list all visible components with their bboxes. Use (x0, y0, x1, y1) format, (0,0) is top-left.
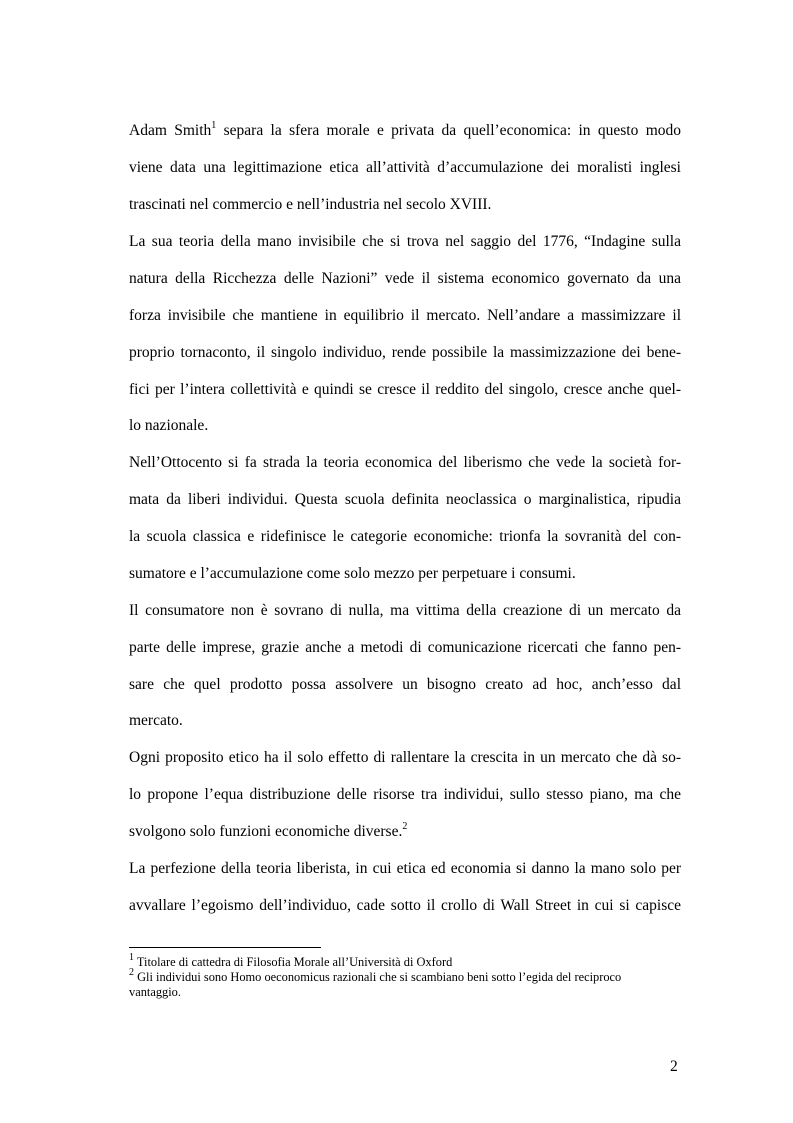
page-number: 2 (670, 1058, 678, 1075)
footnote-separator (129, 947, 321, 948)
footnote-continuation: vantaggio. (129, 985, 181, 999)
text-line: La perfezione della teoria liberista, in cui etica ed economia si danno la mano solo per (129, 860, 681, 877)
footnote: $^1$ Titolare di cattedra di Filosofia Morale all’Università di Oxford (129, 951, 453, 969)
text-line: viene data una legittimazione etica all’attività d’accumulazione dei moralisti inglesi (129, 159, 681, 176)
text-line: svolgono solo funzioni economiche diverse.$^2$ (129, 820, 408, 840)
text-line: parte delle imprese, grazie anche a metodi di comunicazione ricercati che fanno pen- (129, 639, 681, 656)
text-line: natura della Ricchezza delle Nazioni” vede il sistema economico governato da una (129, 270, 681, 287)
footnote: $^2$ Gli individui sono Homo oeconomicus razionali che si scambiano beni sotto l’egida del reciproco (129, 966, 622, 984)
footnote-ref: 2 (402, 820, 408, 832)
text-line: trascinati nel commercio e nell’industria nel secolo XVIII. (129, 196, 492, 213)
text-line: sare che quel prodotto possa assolvere un bisogno creato ad hoc, anch’esso dal (129, 676, 681, 693)
text-line: Adam Smith$^1$ separa la sfera morale e privata da quell’economica: in questo modo (129, 119, 682, 139)
text-line: fici per l’intera collettività e quindi se cresce il reddito del singolo, cresce anche quel- (129, 381, 681, 398)
text-line: La sua teoria della mano invisibile che si trova nel saggio del 1776, “Indagine sulla (129, 233, 681, 250)
text-line: avvallare l’egoismo dell’individuo, cade sotto il crollo di Wall Street in cui si capisce (129, 897, 681, 914)
text-line: mercato. (129, 712, 183, 729)
text-line: proprio tornaconto, il singolo individuo, rende possibile la massimizzazione dei bene- (129, 344, 681, 361)
text-line: mata da liberi individui. Questa scuola definita neoclassica o marginalistica, ripudia (129, 491, 681, 508)
text-line: Nell’Ottocento si fa strada la teoria economica del liberismo che vede la società for- (129, 454, 681, 471)
text-line: Il consumatore non è sovrano di nulla, ma vittima della creazione di un mercato da (129, 602, 681, 619)
footnote-ref: 1 (211, 119, 217, 131)
text-line: sumatore e l’accumulazione come solo mezzo per perpetuare i consumi. (129, 565, 576, 582)
text-line: Ogni proposito etico ha il solo effetto di rallentare la crescita in un mercato che dà so- (129, 749, 681, 766)
text-line: la scuola classica e ridefinisce le categorie economiche: trionfa la sovranità del con- (129, 528, 681, 545)
text-line: forza invisibile che mantiene in equilibrio il mercato. Nell’andare a massimizzare il (129, 307, 681, 324)
text-line: lo nazionale. (129, 417, 209, 434)
text-line: lo propone l’equa distribuzione delle risorse tra individui, sullo stesso piano, ma che (129, 786, 681, 803)
